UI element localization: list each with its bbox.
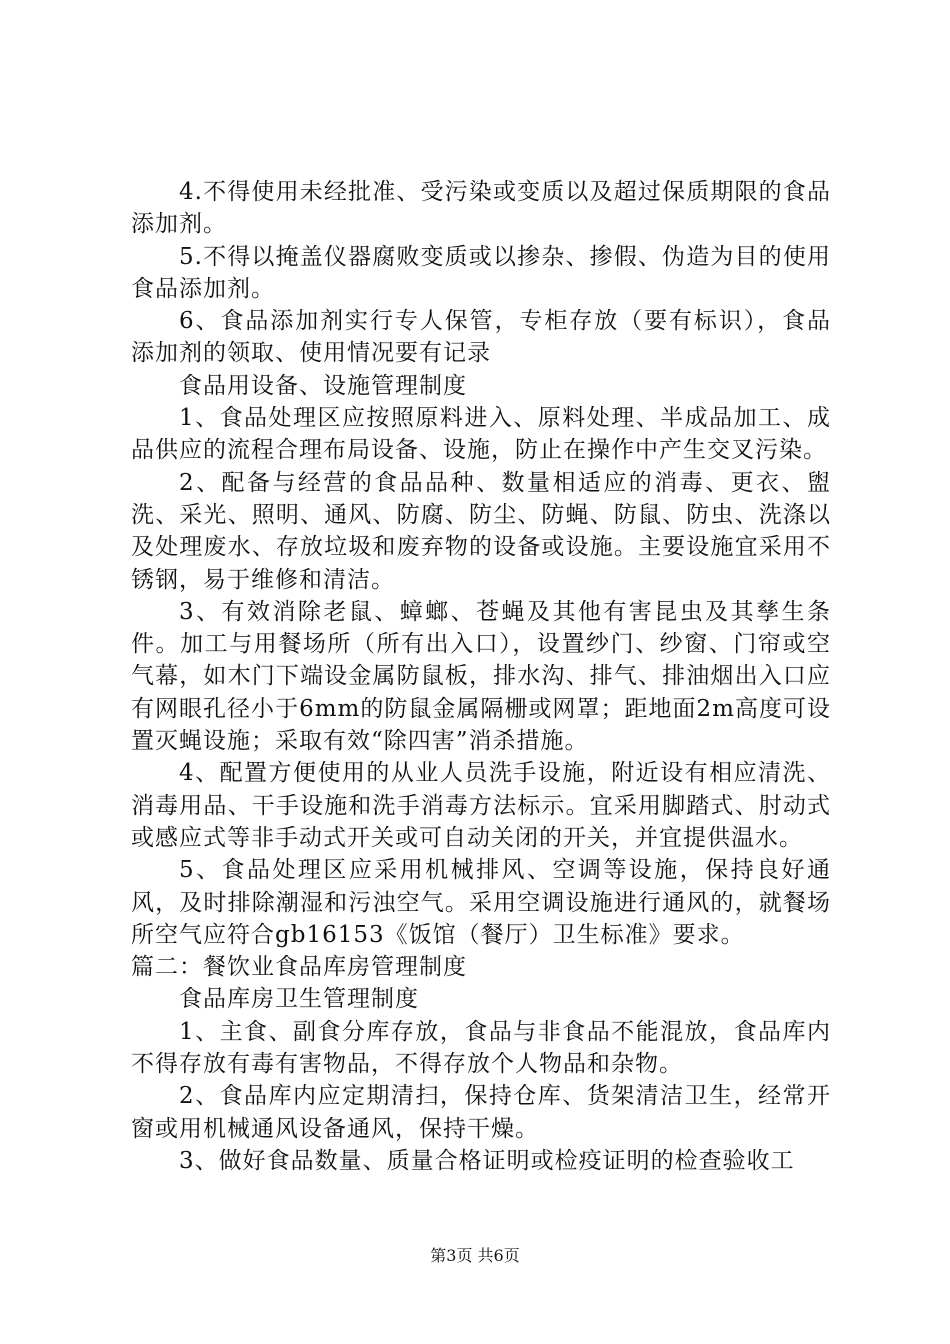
paragraph-item-4: 4.不得使用未经批准、受污染或变质以及超过保质期限的食品添加剂。 bbox=[131, 179, 831, 238]
paragraph-storage-2: 2、食品库内应定期清扫，保持仓库、货架清洁卫生，经常开窗或用机械通风设备通风，保持干燥。 bbox=[131, 1083, 831, 1142]
paragraph-item-5: 5.不得以掩盖仪器腐败变质或以掺杂、掺假、伪造为目的使用食品添加剂。 bbox=[131, 243, 831, 302]
paragraph-equipment-3: 3、有效消除老鼠、蟑螂、苍蝇及其他有害昆虫及其孳生条件。加工与用餐场所（所有出入口），设置纱门、纱窗、门帘或空气幕，如木门下端设金属防鼠板，排水沟、排气、排油烟出入口应有网眼孔径小于6mm的防鼠金属隔栅或网罩；距地面2m高度可设置灭蝇设施；采取有效“除四害”消杀措施。 bbox=[131, 598, 831, 755]
paragraph-storage-3: 3、做好食品数量、质量合格证明或检疫证明的检查验收工 bbox=[179, 1147, 795, 1174]
paragraph-equipment-5: 5、食品处理区应采用机械排风、空调等设施，保持良好通风，及时排除潮湿和污浊空气。采用空调设施进行通风的，就餐场所空气应符合gb16153《饭馆（餐厅）卫生标准》要求。 bbox=[131, 857, 831, 948]
document-body bbox=[131, 176, 831, 1177]
paragraph-equipment-1: 1、食品处理区应按照原料进入、原料处理、半成品加工、成品供应的流程合理布局设备、设施，防止在操作中产生交叉污染。 bbox=[131, 405, 831, 464]
page-number-footer: 第3页 共6页 bbox=[430, 1246, 520, 1265]
section-heading-storage: 食品库房卫生管理制度 bbox=[179, 986, 419, 1013]
section-heading-equipment: 食品用设备、设施管理制度 bbox=[179, 372, 467, 399]
paragraph-equipment-2: 2、配备与经营的食品品种、数量相适应的消毒、更衣、盥洗、采光、照明、通风、防腐、防尘、防蝇、防鼠、防虫、洗涤以及处理废水、存放垃圾和废弃物的设备或设施。主要设施宜采用不锈钢，易于维修和清洁。 bbox=[131, 469, 831, 593]
paragraph-storage-1: 1、主食、副食分库存放，食品与非食品不能混放，食品库内不得存放有毒有害物品，不得存放个人物品和杂物。 bbox=[131, 1018, 831, 1078]
paragraph-equipment-4: 4、配置方便使用的从业人员洗手设施，附近设有相应清洗、消毒用品、干手设施和洗手消毒方法标示。宜采用脚踏式、肘动式或感应式等非手动式开关或可自动关闭的开关，并宜提供温水。 bbox=[131, 760, 831, 851]
chapter-heading-part-two: 篇二：餐饮业食品库房管理制度 bbox=[131, 954, 467, 981]
paragraph-item-6: 6、食品添加剂实行专人保管，专柜存放（要有标识），食品添加剂的领取、使用情况要有记录 bbox=[131, 308, 831, 367]
